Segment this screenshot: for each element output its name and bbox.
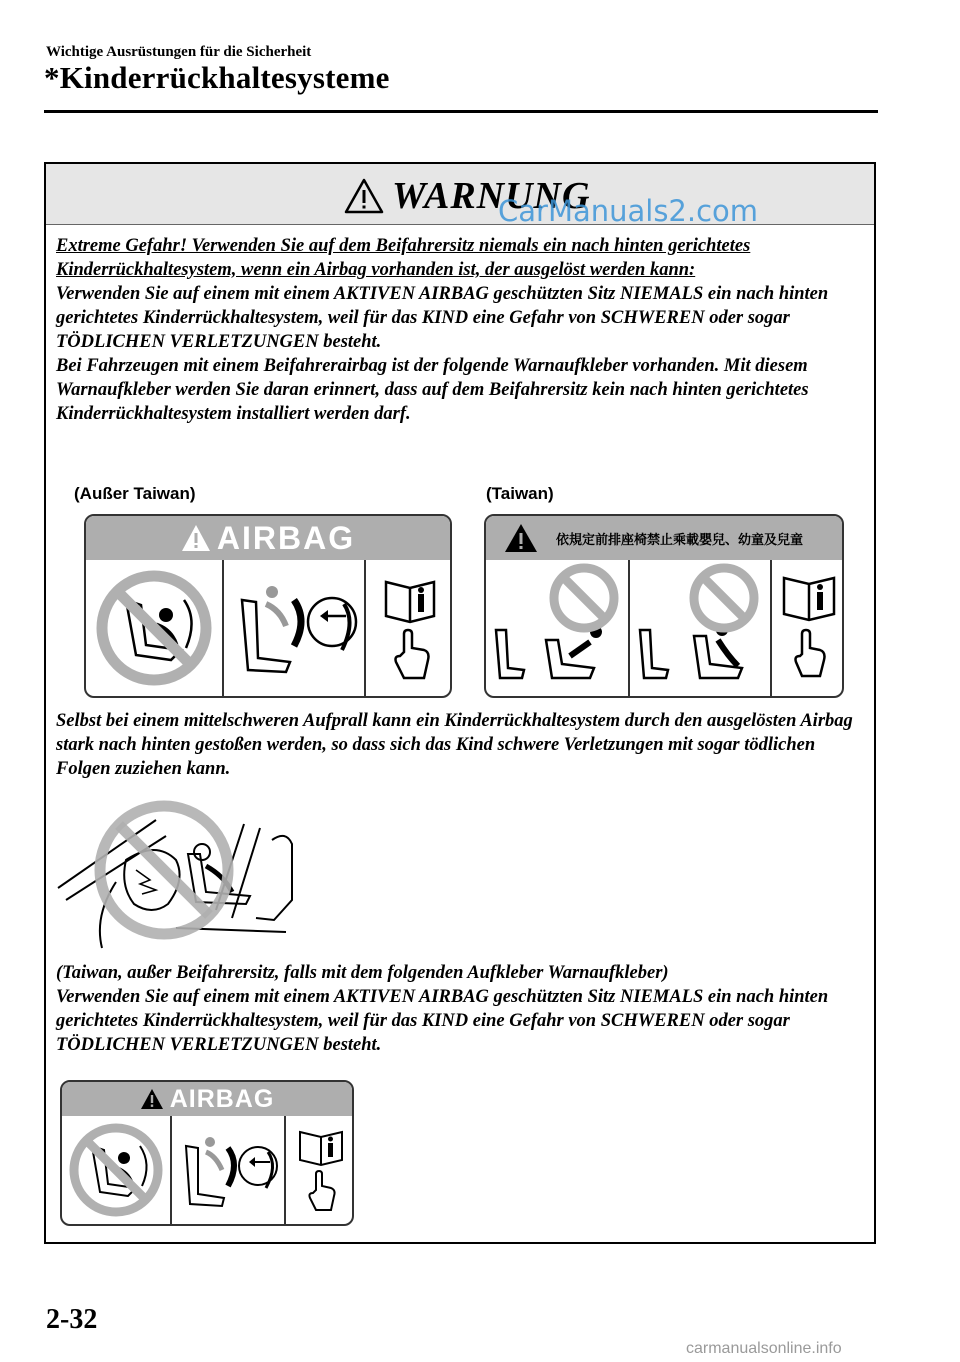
airbag-label-large — [84, 514, 452, 698]
label-cell-prohibited — [62, 1116, 172, 1224]
label-cell-manual — [286, 1116, 354, 1224]
no-infant-seat-icon — [486, 560, 628, 696]
label-airbag-text: AIRBAG — [169, 1084, 275, 1113]
airbag-impact-icon — [172, 1116, 284, 1224]
label-header — [486, 516, 842, 560]
warning-text-top — [56, 234, 868, 426]
label-cell-no-infant — [486, 560, 630, 696]
caption-taiwan: (Taiwan) — [486, 484, 554, 503]
label-taiwan-text: 依規定前排座椅禁止乘載嬰兒、幼童及兒童 — [556, 531, 804, 547]
manual-book-icon — [366, 560, 452, 696]
label-body — [486, 560, 842, 696]
paragraph-1: Verwenden Sie auf einem mit einem AKTIVEN AIRBAG geschützten Sitz NIEMALS ein nach hinten gerichtetes Kinderrückhaltesystem, weil für das KIND eine Gefahr von SCHWEREN oder sogar TÖDLICHEN VERLETZUNGEN besteht. — [56, 284, 829, 352]
paragraph-3: Selbst bei einem mittelschweren Aufprall kann ein Kinderrückhaltesystem durch den ausgelösten Airbag stark nach hinten gestoßen werden, so dass sich das Kind schwere Verletzungen mit sogar tödlichen Folgen zuziehen kann. — [56, 711, 853, 779]
site-footer: carmanualsonline.info — [686, 1340, 842, 1357]
warning-triangle-icon — [504, 523, 538, 553]
no-rear-facing-seat-icon — [86, 560, 222, 696]
label-cell-prohibited — [86, 560, 224, 696]
intro-underlined: Extreme Gefahr! Verwenden Sie auf dem Beifahrersitz niemals ein nach hinten gerichtetes Kinderrückhaltesystem, wenn ein Airbag vorhanden ist, der ausgelöst werden kann: — [56, 236, 751, 280]
label-header — [62, 1082, 352, 1116]
label-cell-manual — [772, 560, 844, 696]
warning-triangle-icon — [181, 524, 211, 552]
label-cell-no-child — [630, 560, 772, 696]
section-label: Wichtige Ausrüstungen für die Sicherheit — [46, 44, 312, 60]
watermark: CarManuals2.com — [498, 194, 759, 228]
warning-header — [46, 164, 874, 228]
warning-text-bottom — [56, 961, 868, 1057]
label-airbag-text: AIRBAG — [216, 519, 356, 556]
page-title: *Kinderrückhaltesysteme — [44, 60, 390, 95]
no-child-seat-icon — [630, 560, 770, 696]
label-cell-airbag-push — [224, 560, 366, 696]
airbag-impact-icon — [224, 560, 364, 696]
airbag-hazard-illustration — [56, 800, 306, 950]
warning-triangle-icon — [344, 178, 384, 214]
title-rule — [44, 110, 878, 113]
warning-triangle-icon — [140, 1088, 164, 1110]
label-header — [86, 516, 450, 560]
manual-book-icon — [772, 560, 844, 696]
paragraph-4: (Taiwan, außer Beifahrersitz, falls mit dem folgenden Aufkleber Warnaufkleber) — [56, 963, 669, 983]
label-cell-manual — [366, 560, 452, 696]
warning-box — [44, 162, 876, 1244]
label-body — [86, 560, 450, 696]
manual-book-icon — [286, 1116, 354, 1224]
paragraph-5: Verwenden Sie auf einem mit einem AKTIVEN AIRBAG geschützten Sitz NIEMALS ein nach hinten gerichtetes Kinderrückhaltesystem, weil für das KIND eine Gefahr von SCHWEREN oder sogar TÖDLICHEN VERLETZUNGEN besteht. — [56, 987, 829, 1055]
page-number: 2-32 — [46, 1304, 98, 1335]
warning-title: WARNUNG — [392, 175, 591, 217]
label-body — [62, 1116, 352, 1224]
no-rear-facing-seat-icon — [62, 1116, 170, 1224]
taiwan-label — [484, 514, 844, 698]
paragraph-2: Bei Fahrzeugen mit einem Beifahrerairbag ist der folgende Warnaufkleber vorhanden. Mit diesem Warnaufkleber werden Sie daran erinnert, dass auf dem Beifahrersitz kein nach hinten gerichtetes Kinderrückhaltesystem installiert werden darf. — [56, 356, 809, 424]
airbag-label-small — [60, 1080, 354, 1226]
caption-outside-taiwan: (Außer Taiwan) — [74, 484, 196, 503]
label-cell-airbag-push — [172, 1116, 286, 1224]
